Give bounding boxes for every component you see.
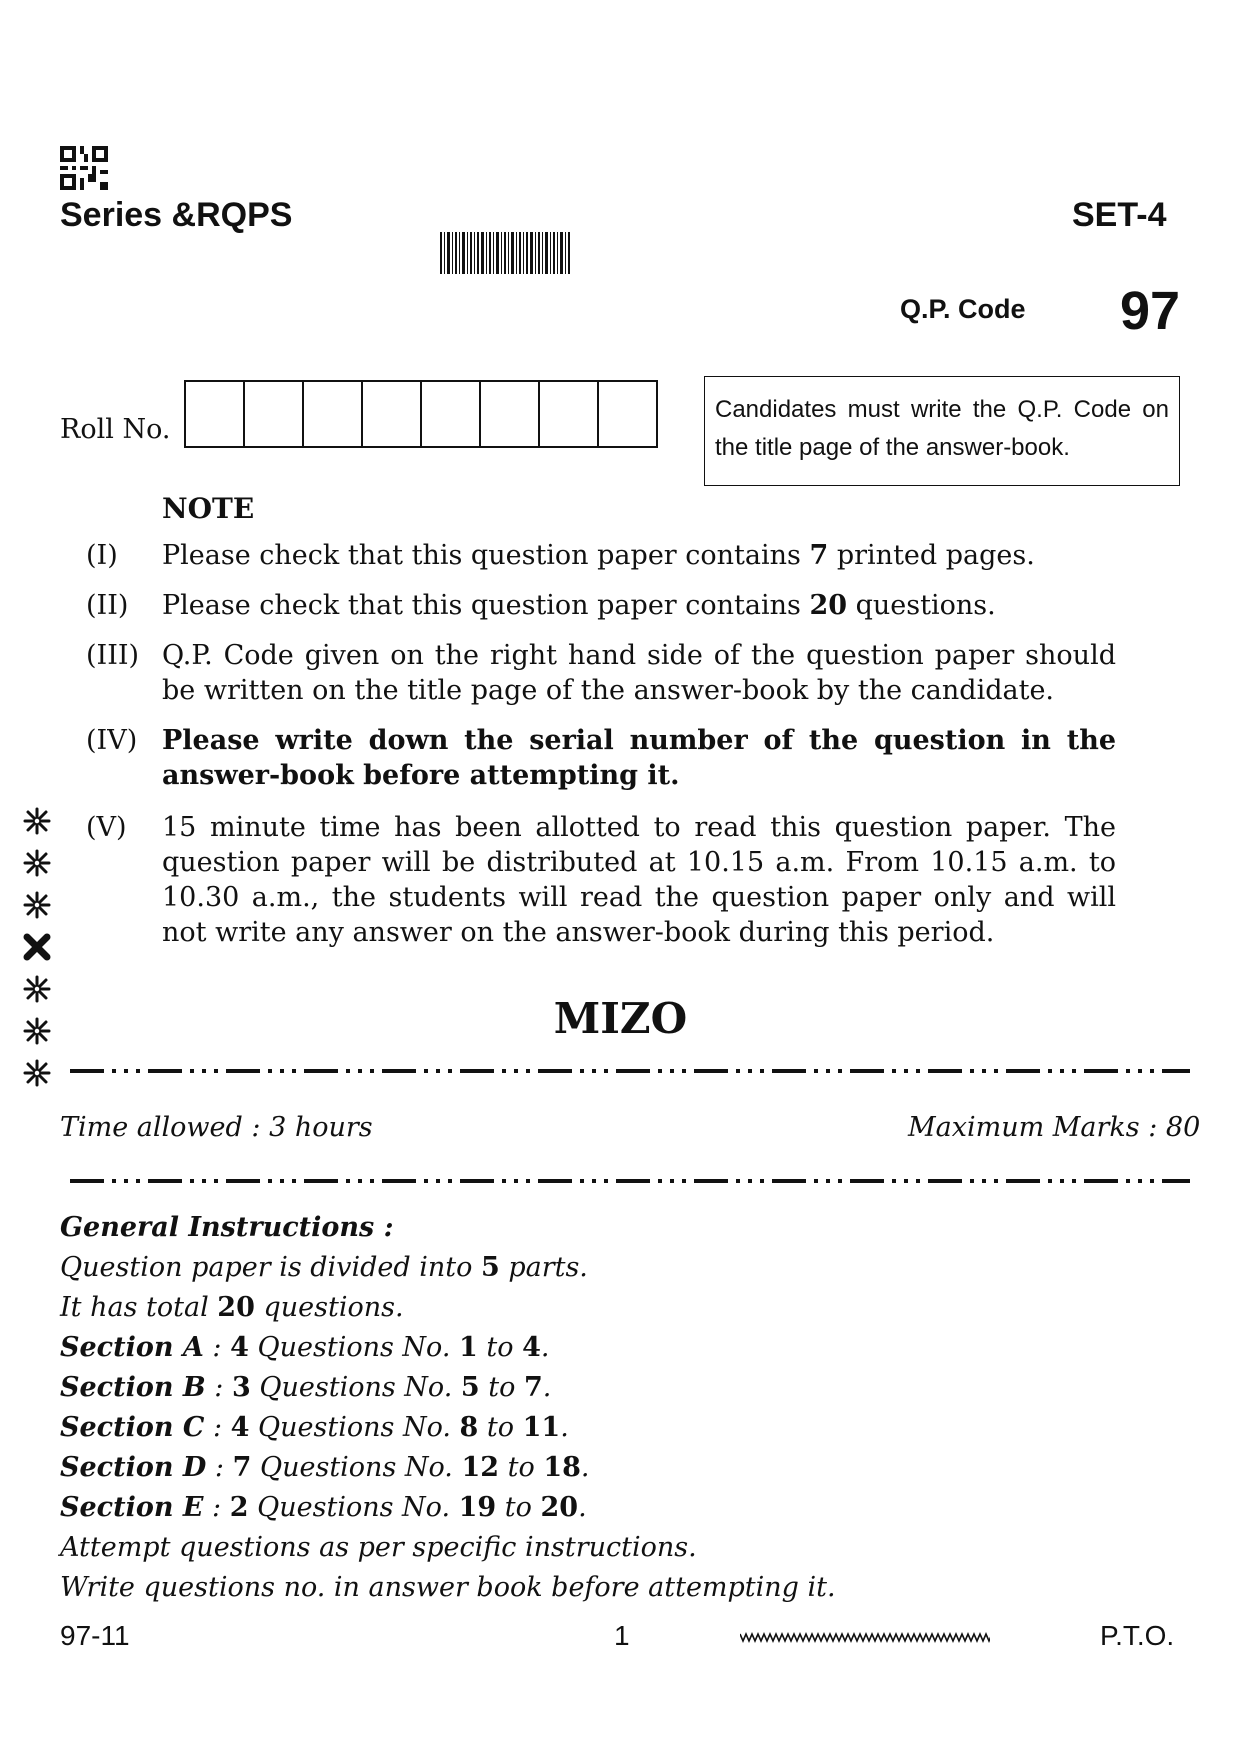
subject-title: MIZO bbox=[553, 994, 688, 1043]
note-number: (II) bbox=[86, 590, 129, 621]
footer-paper-code: 97-11 bbox=[60, 1620, 130, 1651]
wavy-line-icon bbox=[740, 1630, 990, 1644]
roll-no-box[interactable] bbox=[422, 382, 481, 446]
barcode-icon bbox=[440, 232, 570, 274]
asterisk-icon bbox=[22, 890, 52, 920]
note-text: Please check that this question paper contains 20 questions. bbox=[162, 590, 996, 621]
set-label: SET-4 bbox=[1072, 196, 1167, 234]
footer-page-number: 1 bbox=[614, 1620, 630, 1651]
roll-no-box[interactable] bbox=[540, 382, 599, 446]
roll-no-box[interactable] bbox=[363, 382, 422, 446]
section-line: Section D : 7 Questions No. 12 to 18. bbox=[60, 1452, 590, 1483]
general-instructions bbox=[60, 1208, 960, 1608]
dash-dot-divider bbox=[70, 1178, 1190, 1184]
cross-icon bbox=[22, 932, 52, 962]
instruction-line: Write questions no. in answer book before attempting it. bbox=[60, 1572, 836, 1603]
side-marks bbox=[22, 806, 54, 1100]
roll-no-box[interactable] bbox=[599, 382, 656, 446]
asterisk-icon bbox=[22, 806, 52, 836]
qp-code-label: Q.P. Code bbox=[900, 294, 1026, 324]
note-number: (III) bbox=[86, 640, 140, 671]
roll-no-box[interactable] bbox=[245, 382, 304, 446]
section-line: Section E : 2 Questions No. 19 to 20. bbox=[60, 1492, 587, 1523]
section-line: Section B : 3 Questions No. 5 to 7. bbox=[60, 1372, 552, 1403]
maximum-marks: Maximum Marks : 80 bbox=[908, 1112, 1201, 1143]
instruction-line: Question paper is divided into 5 parts. bbox=[60, 1252, 588, 1283]
qp-code-notice: Candidates must write the Q.P. Code on the title page of the answer-book. bbox=[704, 376, 1180, 486]
instruction-line: Attempt questions as per specific instructions. bbox=[60, 1532, 697, 1563]
note-heading: NOTE bbox=[162, 492, 255, 525]
note-text: Q.P. Code given on the right hand side of the question paper should be written on the title page of the answer-book by the candidate. bbox=[162, 640, 1116, 706]
note-text: Please write down the serial number of the question in the answer-book before attempting it. bbox=[162, 725, 1116, 791]
note-number: (I) bbox=[86, 540, 118, 571]
roll-no-box[interactable] bbox=[481, 382, 540, 446]
footer-pto: P.T.O. bbox=[1100, 1620, 1175, 1651]
asterisk-icon bbox=[22, 848, 52, 878]
section-line: Section A : 4 Questions No. 1 to 4. bbox=[60, 1332, 550, 1363]
note-number: (V) bbox=[86, 812, 127, 843]
roll-no-boxes[interactable] bbox=[184, 380, 658, 448]
general-instructions-heading: General Instructions : bbox=[60, 1212, 394, 1243]
asterisk-icon bbox=[22, 1058, 52, 1088]
roll-no-box[interactable] bbox=[304, 382, 363, 446]
series-label: Series &RQPS bbox=[60, 196, 293, 234]
time-allowed: Time allowed : 3 hours bbox=[60, 1112, 373, 1143]
dash-dot-divider bbox=[70, 1068, 1190, 1074]
qr-code-icon bbox=[60, 146, 108, 190]
section-line: Section C : 4 Questions No. 8 to 11. bbox=[60, 1412, 569, 1443]
note-text: Please check that this question paper contains 7 printed pages. bbox=[162, 540, 1035, 571]
roll-no-box[interactable] bbox=[186, 382, 245, 446]
qp-code-value: 97 bbox=[1120, 281, 1181, 341]
note-text: 15 minute time has been allotted to read this question paper. The question paper will be distributed at 10.15 a.m. From 10.15 a.m. to 10.30 a.m., the students will read the question paper only and will not write any answer on the answer-book during this period. bbox=[162, 812, 1116, 948]
roll-no-label: Roll No. bbox=[60, 414, 171, 445]
instruction-line: It has total 20 questions. bbox=[60, 1292, 404, 1323]
note-number: (IV) bbox=[86, 725, 138, 756]
